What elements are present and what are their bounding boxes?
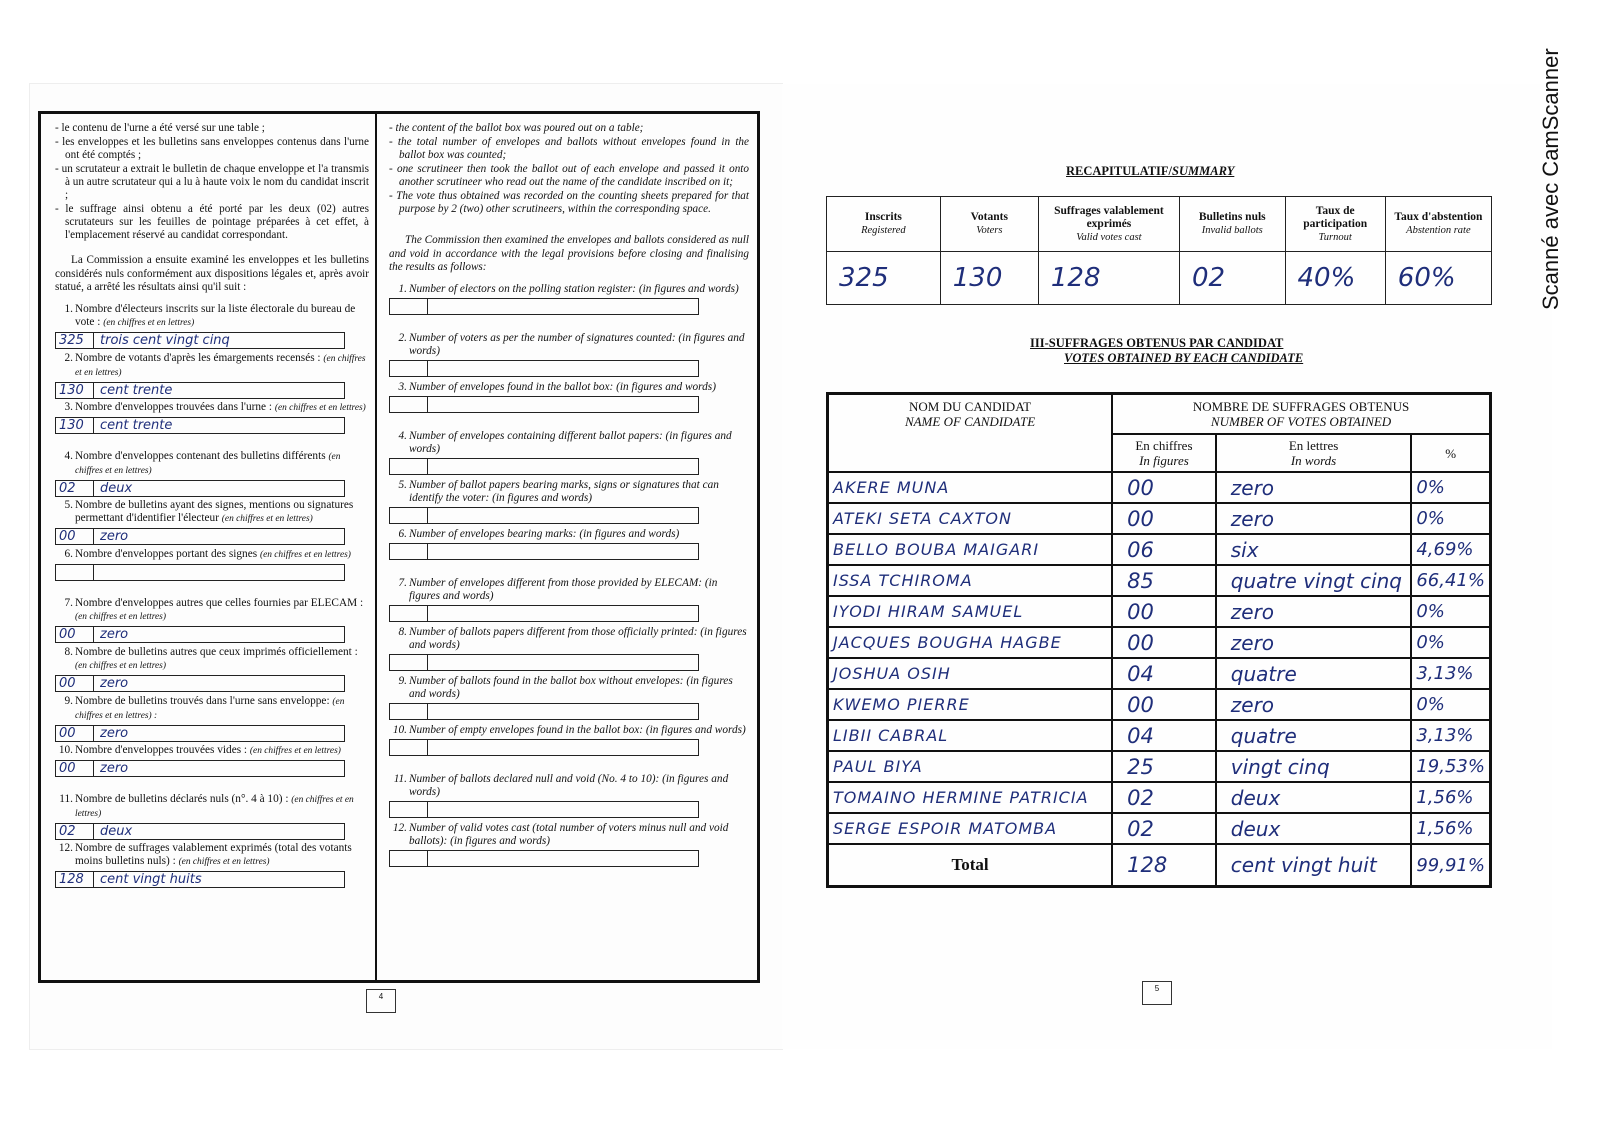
en-bullet-list [389,122,749,216]
question-number: 11. [59,792,73,805]
candidate-votes-words: zero [1216,627,1412,658]
header-votes-obtained: NOMBRE DE SUFFRAGES OBTENUS NUMBER OF VOTES OBTAINED [1112,394,1490,435]
answer-field[interactable] [389,850,699,867]
candidate-votes-words: zero [1216,503,1412,534]
answer-figures-empty [390,606,428,621]
page-number: 5 [1142,981,1172,1005]
candidate-votes-figures: 02 [1112,782,1216,813]
answer-field[interactable] [55,760,345,777]
header-in-figures: En chiffres In figures [1112,434,1216,472]
answer-figures-empty [390,299,428,314]
question-text: Nombre de bulletins ayant des signes, mentions ou signatures permettant d'identifier l'électeur [75,498,354,524]
candidate-row [828,627,1491,658]
candidate-percent: 1,56% [1411,782,1490,813]
summary-header: Inscrits Registered [827,197,941,252]
answer-field[interactable] [389,298,699,315]
summary-header: Votants Voters [940,197,1038,252]
question-text: Number of envelopes different from those provided by ELECAM: (in figures and words) [409,576,718,602]
summary-header: Suffrages valablement exprimés Valid votes cast [1038,197,1179,252]
candidate-row [828,782,1491,813]
candidate-name: LIBII CABRAL [828,720,1113,751]
candidates-body [828,472,1491,844]
question-text: Number of ballots declared null and void (No. 4 to 10): (in figures and words) [409,772,729,798]
question-number: 3. [64,400,73,413]
answer-words: trois cent vingt cinq [100,332,230,348]
answer-figures-empty [390,851,428,866]
candidate-percent: 66,41% [1411,565,1490,596]
question-number: 3. [398,380,407,393]
question-hint: (en chiffres et en lettres) [259,549,351,560]
candidate-name: ISSA TCHIROMA [828,565,1113,596]
en-question [389,675,749,724]
en-intro: The Commission then examined the envelopes and ballots considered as null and void in accordance with the legal provisions before closing and finalising the results as follows: [389,234,749,274]
right-page [782,84,1552,1049]
answer-field[interactable] [389,605,699,622]
question-text: Nombre de bulletins déclarés nuls (n°. 4 à 10) : [75,792,289,805]
header-candidate-name: NOM DU CANDIDAT NAME OF CANDIDATE [828,394,1113,473]
answer-figures: 130 [56,418,94,433]
candidate-row [828,503,1491,534]
en-bullet: - the content of the ballot box was poured out on a table; [389,122,749,135]
answer-figures-empty [390,459,428,474]
answer-field[interactable] [389,507,699,524]
fr-intro: La Commission a ensuite examiné les enveloppes et les bulletins considérés nuls conformément aux dispositions légales et, après avoir statué, a arrêté les résultats ainsi qu'il suit : [55,254,369,294]
candidate-votes-words: deux [1216,813,1412,844]
fr-question [55,499,369,548]
answer-field[interactable] [55,823,345,840]
summary-title-fr: RECAPITULATIF/ [1066,164,1173,178]
en-bullet: - one scrutineer then took the ballot out of each envelope and passed it onto another scrutineer who read out the name of the candidate inscribed on it; [389,163,749,189]
en-question [389,724,749,773]
candidate-row [828,689,1491,720]
question-number: 10. [392,723,407,736]
candidate-votes-words: six [1216,534,1412,565]
en-question [389,479,749,528]
answer-words [94,569,100,584]
fr-question [55,695,369,744]
answer-field[interactable] [389,801,699,818]
question-number: 8. [398,625,407,638]
answer-figures: 00 [56,627,94,642]
candidate-votes-words: zero [1216,596,1412,627]
answer-field[interactable] [55,382,345,399]
fr-question [55,450,369,499]
answer-field[interactable] [389,458,699,475]
question-text: Number of ballots found in the ballot box without envelopes: (in figures and words) [409,674,733,700]
answer-figures: 128 [56,872,94,887]
fr-bullet: - le suffrage ainsi obtenu a été porté par les deux (02) autres scrutateurs sur les feuilles de pointage préparées à cet effet, à l'emplacement réservé au candidat correspondant. [55,203,369,242]
answer-field[interactable] [389,360,699,377]
answer-figures: 00 [56,676,94,691]
candidate-votes-figures: 85 [1112,565,1216,596]
summary-header: Bulletins nuls Invalid ballots [1179,197,1285,252]
candidate-votes-words: zero [1216,472,1412,503]
question-text: Nombre de suffrages valablement exprimés (total des votants moins bulletins nuls) : [75,841,352,867]
en-question [389,283,749,332]
question-hint: (en chiffres et en lettres) [221,513,313,524]
question-text: Nombre de bulletins autres que ceux imprimés officiellement : [75,645,358,658]
candidate-votes-figures: 04 [1112,658,1216,689]
candidate-name: AKERE MUNA [828,472,1113,503]
answer-field[interactable] [55,332,345,349]
question-text: Number of envelopes found in the ballot box: (in figures and words) [409,380,716,393]
answer-figures-empty [390,740,428,755]
answer-figures-empty [390,544,428,559]
en-question [389,381,749,430]
question-number: 7. [64,596,73,609]
question-number: 1. [398,282,407,295]
question-number: 7. [398,576,407,589]
fr-question [55,793,369,842]
fr-question [55,548,369,597]
answer-words: cent trente [100,417,173,433]
summary-title-en: SUMMARY [1172,164,1235,178]
answer-field[interactable] [55,564,345,581]
candidate-votes-figures: 06 [1112,534,1216,565]
question-number: 4. [398,429,407,442]
en-question [389,430,749,479]
answer-words: deux [100,823,133,839]
en-question [389,773,749,822]
candidate-percent: 1,56% [1411,813,1490,844]
answer-figures: 325 [56,333,94,348]
answer-words: zero [100,528,129,544]
candidate-row [828,720,1491,751]
candidate-percent: 3,13% [1411,658,1490,689]
summary-header: Taux d'abstention Abstention rate [1385,197,1491,252]
candidate-votes-words: quatre vingt cinq [1216,565,1412,596]
question-hint: (en chiffres et en lettres) : [75,696,345,721]
question-number: 9. [398,674,407,687]
section-title-en: VOTES OBTAINED BY EACH CANDIDATE [1064,351,1304,365]
answer-field[interactable] [389,543,699,560]
candidate-row [828,534,1491,565]
answer-field[interactable] [389,739,699,756]
candidate-votes-figures: 00 [1112,503,1216,534]
candidate-percent: 19,53% [1411,751,1490,782]
en-bullet: - the total number of envelopes and ballots without envelopes found in the ballot box was counted; [389,136,749,162]
candidate-name: SERGE ESPOIR MATOMBA [828,813,1113,844]
summary-turnout: 40% [1285,252,1385,305]
answer-figures-empty [390,802,428,817]
answer-figures: 02 [56,481,94,496]
question-text: Number of ballot papers bearing marks, signs or signatures that can identify the voter: (in figures and words) [409,478,719,504]
answer-field[interactable] [55,417,345,434]
candidate-row [828,565,1491,596]
question-number: 2. [64,351,73,364]
candidate-row [828,813,1491,844]
question-number: 2. [398,331,407,344]
question-number: 9. [64,694,73,707]
question-hint: (en chiffres et en lettres) [75,611,166,622]
answer-field[interactable] [55,480,345,497]
question-hint: (en chiffres et en lettres) [178,856,270,867]
candidate-votes-figures: 00 [1112,689,1216,720]
question-number: 6. [398,527,407,540]
candidate-percent: 0% [1411,503,1490,534]
question-hint: (en chiffres et en lettres) [274,402,366,413]
fr-question [55,303,369,352]
fr-bullet-list [55,122,369,242]
fr-bullet: - les enveloppes et les bulletins sans enveloppes contenus dans l'urne ont été comptés ; [55,136,369,162]
question-text: Nombre d'enveloppes autres que celles fournies par ELECAM : [75,596,364,609]
question-number: 5. [398,478,407,491]
answer-figures-empty [390,508,428,523]
candidate-name: IYODI HIRAM SAMUEL [828,596,1113,627]
question-number: 12. [58,841,73,854]
question-text: Nombre d'enveloppes trouvées dans l'urne : [75,400,273,413]
question-text: Nombre d'enveloppes trouvées vides : [75,743,248,756]
total-row [828,844,1491,887]
summary-header: Taux de participation Turnout [1285,197,1385,252]
answer-field[interactable] [55,725,345,742]
answer-words: zero [100,760,129,776]
answer-field[interactable] [389,654,699,671]
question-text: Nombre de votants d'après les émargements recensés : [75,351,321,364]
question-hint: (en chiffres et en lettres) [249,745,341,756]
candidate-name: PAUL BIYA [828,751,1113,782]
fr-question [55,646,369,695]
answer-field[interactable] [389,396,699,413]
answer-figures: 00 [56,761,94,776]
answer-figures: 00 [56,529,94,544]
question-text: Number of envelopes containing different ballot papers: (in figures and words) [409,429,732,455]
candidate-percent: 4,69% [1411,534,1490,565]
en-question [389,332,749,381]
candidate-votes-figures: 00 [1112,472,1216,503]
answer-words: zero [100,626,129,642]
summary-title [1066,164,1234,179]
header-in-words: En lettres In words [1216,434,1412,472]
summary-voters: 130 [940,252,1038,305]
en-question [389,822,749,871]
section-title-fr: III-SUFFRAGES OBTENUS PAR CANDIDAT [1030,336,1284,350]
question-hint: (en chiffres et en lettres) [75,660,166,671]
page-number: 4 [366,989,396,1013]
candidate-votes-words: vingt cinq [1216,751,1412,782]
total-percent: 99,91% [1411,844,1490,887]
question-text: Nombre d'électeurs inscrits sur la liste électorale du bureau de vote : [75,302,356,328]
question-number: 10. [58,743,73,756]
candidate-name: JOSHUA OSIH [828,658,1113,689]
question-text: Nombre d'enveloppes portant des signes [75,547,258,560]
candidate-name: TOMAINO HERMINE PATRICIA [828,782,1113,813]
en-bullet: - The vote thus obtained was recorded on the counting sheets prepared for that purpose by 2 (two) other scrutineers, within the corresponding space. [389,190,749,216]
question-number: 12. [392,821,407,834]
question-number: 1. [64,302,73,315]
question-hint: (en chiffres et en lettres) [75,794,354,819]
candidate-row [828,658,1491,689]
candidate-name: BELLO BOUBA MAIGARI [828,534,1113,565]
answer-words: zero [100,725,129,741]
answer-field[interactable] [55,871,345,888]
candidate-votes-figures: 25 [1112,751,1216,782]
candidate-percent: 0% [1411,689,1490,720]
candidate-votes-figures: 00 [1112,596,1216,627]
candidate-votes-words: deux [1216,782,1412,813]
answer-words: zero [100,675,129,691]
question-number: 8. [64,645,73,658]
left-page [30,84,782,1049]
en-question-list [389,283,749,871]
question-number: 6. [64,547,73,560]
answer-figures: 02 [56,824,94,839]
en-question [389,626,749,675]
answer-words: cent trente [100,382,173,398]
summary-table [826,196,1492,305]
total-label: Total [828,844,1113,887]
answer-words: cent vingt huits [100,871,202,887]
question-number: 4. [64,449,73,462]
answer-figures: 130 [56,383,94,398]
answer-figures-empty [390,655,428,670]
question-number: 5. [64,498,73,511]
question-text: Nombre de bulletins trouvés dans l'urne sans enveloppe: [75,694,330,707]
header-percent: % [1411,434,1490,472]
answer-figures: 00 [56,726,94,741]
fr-question-list [55,303,369,891]
fr-bullet: - le contenu de l'urne a été versé sur une table ; [55,122,369,135]
candidate-row [828,472,1491,503]
candidate-votes-figures: 00 [1112,627,1216,658]
candidate-percent: 0% [1411,596,1490,627]
en-question [389,528,749,577]
candidate-votes-words: quatre [1216,720,1412,751]
french-column [41,114,377,980]
fr-question [55,352,369,401]
en-question [389,577,749,626]
question-text: Number of envelopes bearing marks: (in figures and words) [409,527,680,540]
answer-field[interactable] [55,528,345,545]
candidate-name: KWEMO PIERRE [828,689,1113,720]
question-hint: (en chiffres et en lettres) [75,451,341,476]
answer-figures-empty [390,704,428,719]
summary-registered: 325 [827,252,941,305]
fr-question [55,401,369,450]
question-hint: (en chiffres et en lettres) [75,353,366,378]
answer-field[interactable] [55,675,345,692]
candidates-table [826,392,1492,888]
candidate-row [828,596,1491,627]
answer-figures-empty [390,397,428,412]
question-text: Nombre d'enveloppes contenant des bulletins différents [75,449,326,462]
candidate-row [828,751,1491,782]
fr-question [55,744,369,793]
question-text: Number of empty envelopes found in the ballot box: (in figures and words) [409,723,746,736]
english-column [379,114,757,980]
candidate-votes-figures: 02 [1112,813,1216,844]
candidate-votes-figures: 04 [1112,720,1216,751]
answer-figures-empty [390,361,428,376]
fr-question [55,842,369,891]
question-number: 11. [393,772,407,785]
question-text: Number of voters as per the number of signatures counted: (in figures and words) [409,331,745,357]
watermark-text: Scanné avec CamScanner [1538,48,1563,310]
candidate-percent: 3,13% [1411,720,1490,751]
question-text: Number of electors on the polling station register: (in figures and words) [409,282,739,295]
answer-field[interactable] [55,626,345,643]
left-page-frame [38,111,760,983]
camscanner-watermark [1510,0,1570,320]
candidate-name: JACQUES BOUGHA HAGBE [828,627,1113,658]
candidate-name: ATEKI SETA CAXTON [828,503,1113,534]
answer-field[interactable] [389,703,699,720]
summary-abstention: 60% [1385,252,1491,305]
candidate-percent: 0% [1411,472,1490,503]
question-hint: (en chiffres et en lettres) [103,317,195,328]
candidate-percent: 0% [1411,627,1490,658]
answer-words: deux [100,480,133,496]
question-text: Number of ballots papers different from those officially printed: (in figures and words) [409,625,747,651]
candidate-votes-words: quatre [1216,658,1412,689]
summary-valid-votes: 128 [1038,252,1179,305]
fr-question [55,597,369,646]
total-figures: 128 [1112,844,1216,887]
fr-bullet: - un scrutateur a extrait le bulletin de chaque enveloppe et l'a transmis à un autre scrutateur qui a lu à haute voix le nom du candidat inscrit ; [55,163,369,202]
candidate-votes-words: zero [1216,689,1412,720]
question-text: Number of valid votes cast (total number of voters minus null and void ballots): (in figures and words) [409,821,729,847]
summary-invalid-ballots: 02 [1179,252,1285,305]
answer-figures [56,565,94,580]
total-words: cent vingt huit [1216,844,1412,887]
